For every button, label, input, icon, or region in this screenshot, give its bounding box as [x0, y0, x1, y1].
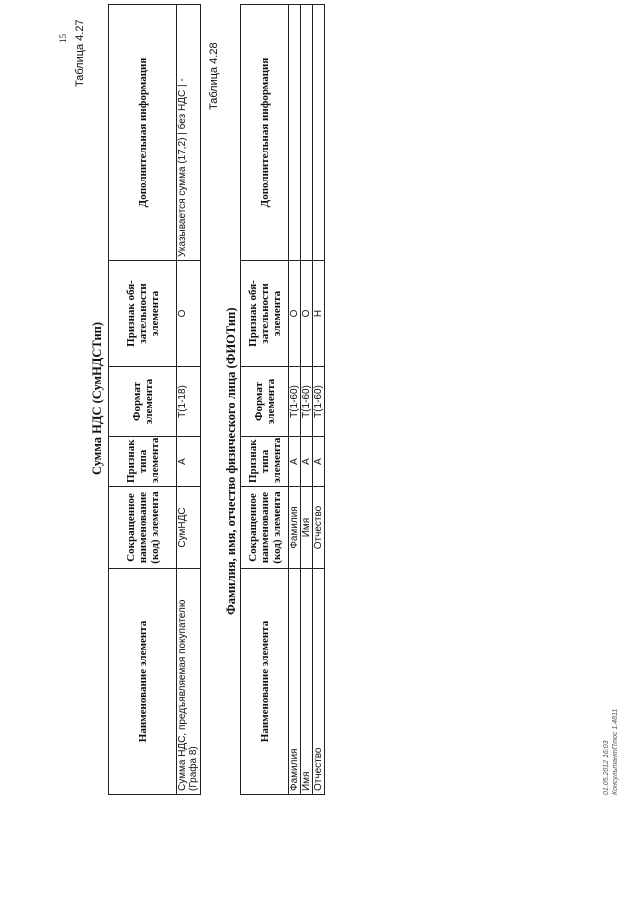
footer-stamp — [602, 709, 620, 795]
header-info: Дополнительная информация — [241, 5, 289, 261]
header-type: Признак типа элемента — [109, 437, 177, 487]
table-row — [313, 5, 325, 795]
cell-info — [289, 5, 301, 261]
cell-required: О — [289, 261, 301, 367]
cell-info: Указывается сумма (17,2) | без НДС | - — [177, 5, 201, 261]
stamp-line-date: 01.05.2012 16:03 — [603, 740, 610, 795]
table-4-28-label: Таблица 4.28 — [208, 42, 220, 110]
table-header-row — [241, 5, 289, 795]
cell-name: Отчество — [313, 569, 325, 795]
cell-info — [301, 5, 313, 261]
header-name: Наименование элемента — [241, 569, 289, 795]
header-name: Наименование элемента — [109, 569, 177, 795]
table-row — [177, 5, 201, 795]
cell-name: Сумма НДС, предъявляемая покупателю (Графа 8) — [177, 569, 201, 795]
cell-name: Имя — [301, 569, 313, 795]
cell-code: Имя — [301, 487, 313, 569]
table-row — [289, 5, 301, 795]
cell-type: А — [301, 437, 313, 487]
header-code: Сокращенное наименование (код) элемента — [109, 487, 177, 569]
cell-format: T(1-60) — [313, 367, 325, 437]
cell-format: T(1-18) — [177, 367, 201, 437]
cell-code: Отчество — [313, 487, 325, 569]
header-required: Признак обя-зательности элемента — [241, 261, 289, 367]
table-4-27 — [108, 4, 201, 795]
cell-format: T(1-60) — [289, 367, 301, 437]
cell-code: Фамилия — [289, 487, 301, 569]
cell-required: О — [177, 261, 201, 367]
header-code: Сокращенное наименование (код) элемента — [241, 487, 289, 569]
cell-format: T(1-60) — [301, 367, 313, 437]
table-4-27-title: Сумма НДС (СумНДСТип) — [90, 321, 104, 475]
page-number: 15 — [58, 34, 68, 43]
stamp-line-source: КонсультантПлюс 1.4811 — [612, 708, 619, 795]
table-4-28-title: Фамилия, имя, отчество физического лица (ФИОТип) — [224, 307, 238, 615]
header-format: Формат элемента — [241, 367, 289, 437]
cell-code: СумНДС — [177, 487, 201, 569]
cell-type: А — [313, 437, 325, 487]
cell-required: Н — [313, 261, 325, 367]
header-type: Признак типа элемента — [241, 437, 289, 487]
table-header-row — [109, 5, 177, 795]
table-4-27-label: Таблица 4.27 — [74, 19, 86, 87]
cell-info — [313, 5, 325, 261]
cell-type: А — [289, 437, 301, 487]
header-required: Признак обя-зательности элемента — [109, 261, 177, 367]
table-4-28 — [240, 4, 325, 795]
cell-type: А — [177, 437, 201, 487]
header-info: Дополнительная информация — [109, 5, 177, 261]
cell-required: О — [301, 261, 313, 367]
header-format: Формат элемента — [109, 367, 177, 437]
cell-name: Фамилия — [289, 569, 301, 795]
table-row — [301, 5, 313, 795]
